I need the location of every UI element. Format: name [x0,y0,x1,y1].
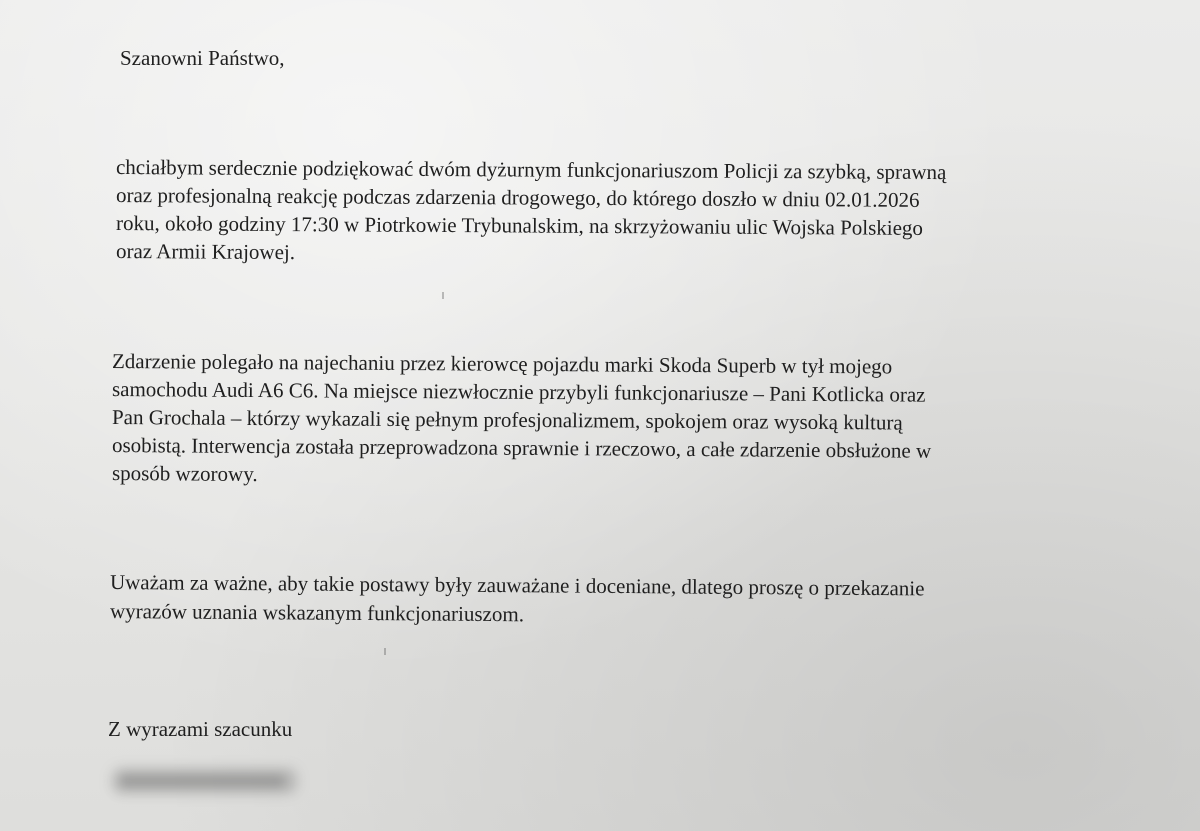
paragraph-2-line: sposób wzorowy. [111,461,258,487]
paragraph-1-line: oraz Armii Krajowej. [115,239,296,265]
paragraph-3-line: Uważam za ważne, aby takie postawy były zauważane i doceniane, dlatego proszę o przekazanie [109,570,925,601]
paragraph-1-line: chciałbym serdecznie podziękować dwóm dyżurnym funkcjonariuszom Policji za szybką, sprawną [115,155,947,185]
paper-speck [384,648,386,655]
closing: Z wyrazami szacunku [108,717,293,741]
paragraph-2-line: Zdarzenie polegało na najechaniu przez kierowcę pojazdu marki Skoda Superb w tył mojego [111,349,893,379]
paragraph-2-line: Pan Grochala – którzy wykazali się pełnym profesjonalizmem, spokojem oraz wysoką kulturą [111,405,903,435]
paragraph-3-line: wyrazów uznania wskazanym funkcjonariuszom. [109,599,525,627]
paragraph-2-line: samochodu Audi A6 C6. Na miejsce niezwłocznie przybyli funkcjonariusze – Pani Kotlicka oraz [111,377,926,407]
salutation: Szanowni Państwo, [120,46,285,70]
paragraph-1-line: oraz profesjonalną reakcję podczas zdarzenia drogowego, do którego doszło w dniu 02.01.2026 [115,183,920,212]
blurred-signature-core [120,775,285,787]
paper-speck [442,292,444,299]
paragraph-1-line: roku, około godziny 17:30 w Piotrkowie Trybunalskim, na skrzyżowaniu ulic Wojska Polskiego [115,211,924,240]
paragraph-2-line: osobistą. Interwencja została przeprowadzona sprawnie i rzeczowo, a całe zdarzenie obsłużone w [111,433,932,463]
